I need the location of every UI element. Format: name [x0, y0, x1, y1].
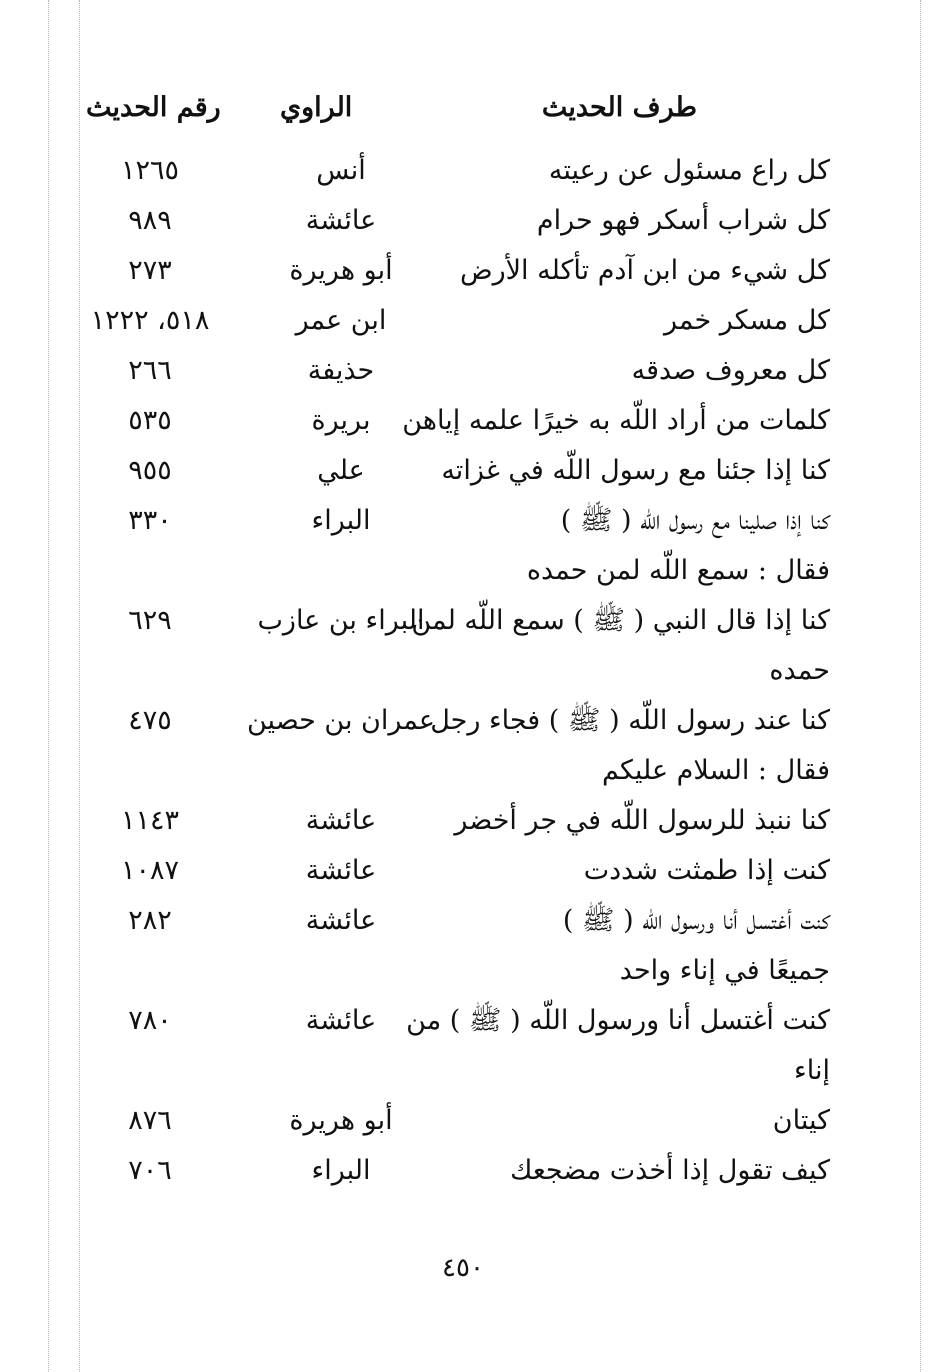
- table-row: [0, 251, 937, 291]
- hadith-number: ٣٣٠: [128, 505, 172, 536]
- table-row-continuation: [0, 751, 937, 791]
- hadith-number: ١٠٨٧: [120, 855, 179, 886]
- hadith-text: كنا عند رسول اللّه ( ﷺ ) فجاء رجل: [430, 705, 830, 736]
- hadith-text: كيف تقول إذا أخذت مضجعك: [510, 1155, 830, 1186]
- table-row: [0, 851, 937, 891]
- table-row: [0, 451, 937, 491]
- table-row-continuation: [0, 1051, 937, 1091]
- narrator-name: عمران بن حصين: [247, 705, 435, 736]
- table-row-continuation: [0, 951, 937, 991]
- hadith-number: ٩٥٥: [128, 455, 172, 486]
- table-row: [0, 1151, 937, 1191]
- narrator-name: أنس: [316, 155, 366, 186]
- hadith-text: كلمات من أراد اللّه به خيرًا علمه إياهن: [402, 405, 830, 436]
- hadith-text: فقال : سمع اللّه لمن حمده: [526, 555, 830, 586]
- hadith-number: ٢٨٢: [128, 905, 172, 936]
- hadith-number: ٧٨٠: [128, 1005, 172, 1036]
- hadith-text: كنت أغتسل أنا ورسول اللّه ( ﷺ ): [562, 905, 830, 936]
- hadith-text: كنت إذا طمثت شددت: [583, 855, 830, 886]
- narrator-name: أبو هريرة: [289, 1105, 393, 1136]
- header-narrator: الراوي: [280, 92, 353, 123]
- hadith-text: حمده: [769, 655, 830, 686]
- hadith-number: ٤٧٥: [128, 705, 172, 736]
- narrator-name: البراء: [311, 1155, 371, 1186]
- table-row: [0, 401, 937, 441]
- table-row: [0, 201, 937, 241]
- hadith-number: ٦٢٩: [128, 605, 172, 636]
- hadith-text: كل شراب أسكر فهو حرام: [536, 205, 830, 236]
- hadith-text: كنا إذا صلينا مع رسول اللّه ( ﷺ ): [560, 505, 830, 536]
- hadith-number: ٥١٨، ١٢٢٢: [90, 305, 210, 336]
- table-row: [0, 301, 937, 341]
- table-row: [0, 601, 937, 641]
- hadith-text: كل شيء من ابن آدم تأكله الأرض: [459, 255, 830, 286]
- table-row: [0, 701, 937, 741]
- narrator-name: عائشة: [305, 905, 377, 936]
- table-row: [0, 1101, 937, 1141]
- hadith-text: كنت أغتسل أنا ورسول اللّه ( ﷺ ) من: [406, 1005, 830, 1036]
- hadith-number: ٨٧٦: [128, 1105, 172, 1136]
- hadith-text: كيتان: [772, 1105, 830, 1136]
- narrator-name: عائشة: [305, 855, 377, 886]
- hadith-text: فقال : السلام عليكم: [602, 755, 830, 786]
- hadith-text: كل معروف صدقه: [631, 355, 830, 386]
- header-number: رقم الحديث: [86, 92, 221, 123]
- narrator-name: بريرة: [311, 405, 371, 436]
- hadith-text: كل مسكر خمر: [663, 305, 830, 336]
- table-row-continuation: [0, 551, 937, 591]
- hadith-text: جميعًا في إناء واحد: [619, 955, 830, 986]
- table-row: [0, 901, 937, 941]
- hadith-text: كل راع مسئول عن رعيته: [548, 155, 830, 186]
- narrator-name: عائشة: [305, 1005, 377, 1036]
- table-row-continuation: [0, 651, 937, 691]
- hadith-number: ١١٤٣: [120, 805, 179, 836]
- narrator-name: البراء بن عازب: [257, 605, 425, 636]
- table-row: [0, 501, 937, 541]
- hadith-number: ٩٨٩: [128, 205, 172, 236]
- narrator-name: علي: [317, 455, 365, 486]
- narrator-name: ابن عمر: [295, 305, 387, 336]
- narrator-name: عائشة: [305, 805, 377, 836]
- hadith-number: ٥٣٥: [128, 405, 172, 436]
- hadith-number: ١٢٦٥: [120, 155, 179, 186]
- hadith-number: ٧٠٦: [128, 1155, 172, 1186]
- table-row: [0, 351, 937, 391]
- narrator-name: البراء: [311, 505, 371, 536]
- hadith-text: كنا ننبذ للرسول اللّه في جر أخضر: [454, 805, 830, 836]
- hadith-text: كنا إذا جئنا مع رسول اللّه في غزاته: [441, 455, 830, 486]
- hadith-text: كنا إذا قال النبي ( ﷺ ) سمع اللّه لمن: [411, 605, 830, 636]
- table-row: [0, 1001, 937, 1041]
- hadith-text: إناء: [794, 1055, 830, 1086]
- table-row: [0, 151, 937, 191]
- page-number: ٤٥٠: [442, 1253, 484, 1283]
- header-hadith: طرف الحديث: [541, 92, 697, 123]
- hadith-number: ٢٦٦: [128, 355, 172, 386]
- narrator-name: حذيفة: [307, 355, 375, 386]
- narrator-name: عائشة: [305, 205, 377, 236]
- hadith-number: ٢٧٣: [128, 255, 172, 286]
- narrator-name: أبو هريرة: [289, 255, 393, 286]
- table-row: [0, 801, 937, 841]
